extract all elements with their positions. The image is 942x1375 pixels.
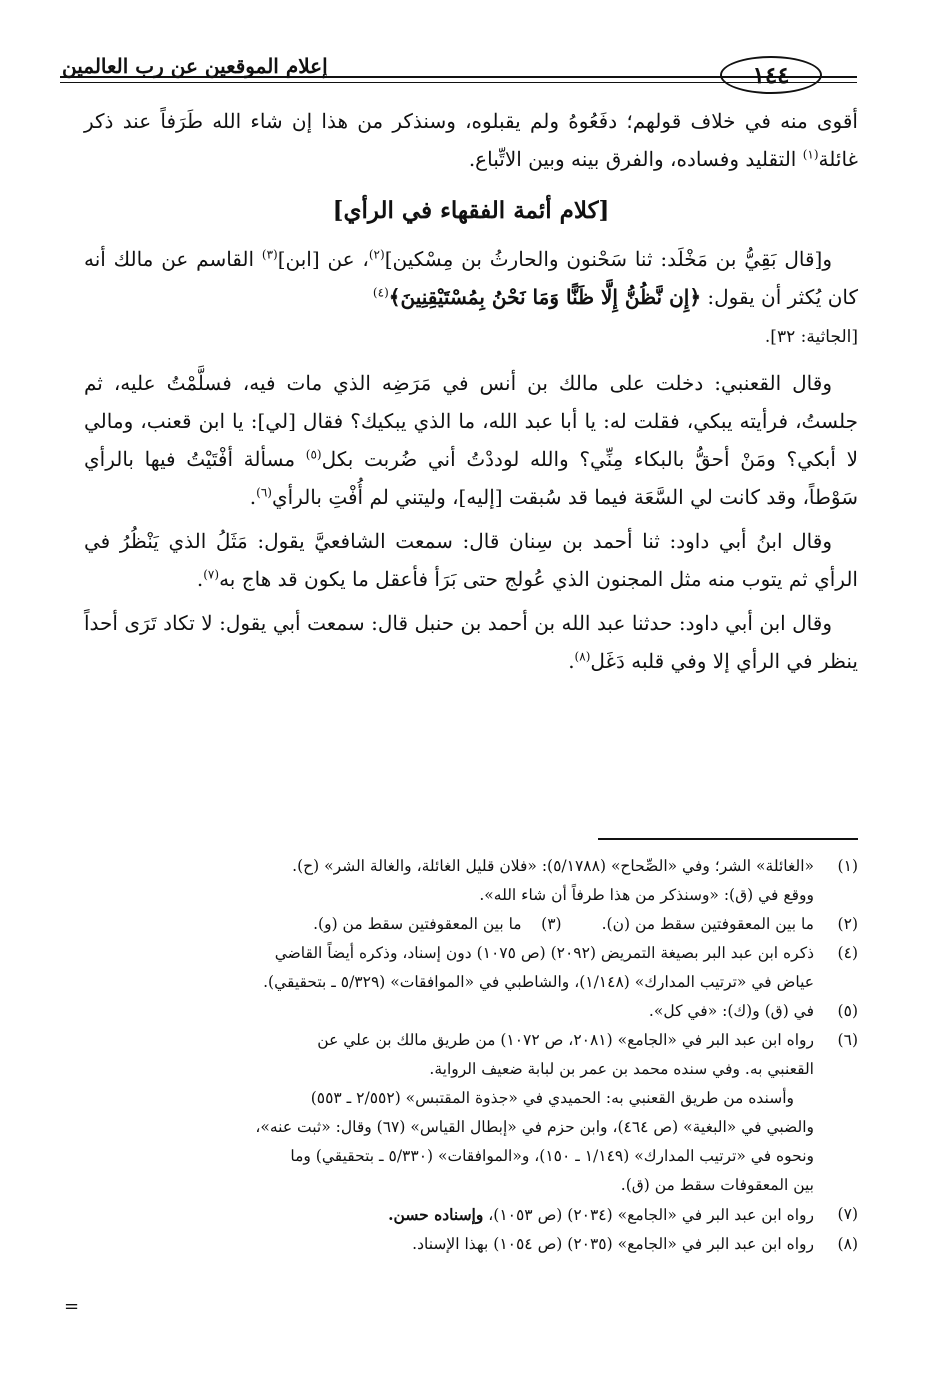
footnote-6-cont: ونحوه في «ترتيب المدارك» (١/١٤٩ ـ ١٥٠)، و«الموافقات» (٥/٣٣٠ ـ بتحقيقي) وما (290, 1147, 814, 1165)
footnote-ref[interactable]: (٧) (203, 567, 220, 582)
page-number-badge (720, 56, 822, 94)
continuation-mark: = (64, 1296, 80, 1317)
footnote-ref[interactable]: (١) (802, 147, 819, 162)
page-number: ١٤٤ (752, 61, 790, 89)
footnote-ref[interactable]: (٥) (305, 447, 322, 462)
footnote-ref[interactable]: (٦) (256, 485, 272, 500)
footnote-1-cont: ووقع في (ق): «وسنذكر من هذا طرفاً أن شاء الله». (479, 886, 814, 904)
book-title: إعلام الموقعين عن رب العالمين (62, 54, 328, 78)
footnote-ref[interactable]: (٢) (368, 247, 385, 262)
footnote-4-cont: عياض في «ترتيب المدارك» (١/١٤٨)، والشاطبي في «الموافقات» (٥/٣٢٩ ـ بتحقيقي). (263, 973, 814, 991)
footnote-ref[interactable]: (٨) (574, 649, 591, 664)
paragraph-1: أقوى منه في خلاف قولهم؛ دفَعُوهُ ولم يقبلوه، وسنذكر من هذا إن شاء الله طَرَفاً عند ذكر غائلة$^{(١)}$ التقليد وفساده، والفرق بينه وبين الاتِّباع. (84, 109, 858, 171)
footnote-5: (٥) في (ق) و(ك): «في كل». (648, 1002, 858, 1020)
paragraph-5: وقال ابن أبي داود: حدثنا عبد الله بن أحمد بن حنبل قال: سمعت أبي يقول: لا تكاد تَرَى أحداً ينظر في الرأي إلا وفي قلبه دَغَل$^{(٨)}$. (84, 611, 858, 673)
footnote-7: (٧) رواه ابن عبد البر في «الجامع» (٢٠٣٤) (ص ١٠٥٣)، وإسناده حسن. (388, 1205, 858, 1224)
footnote-8: (٨) رواه ابن عبد البر في «الجامع» (٢٠٣٥) (ص ١٠٥٤) بهذا الإسناد. (412, 1235, 858, 1253)
footnote-separator (598, 838, 858, 840)
quran-verse: ﴿إِن نَّظُنُّ إِلَّا ظَنًّا وَمَا نَحْنُ بِمُسْتَيْقِنِينَ﴾ (388, 285, 702, 309)
footnote-ref[interactable]: (٤) (372, 285, 389, 300)
footnote-6-cont: وأسنده من طريق القعنبي به: الحميدي في «جذوة المقتبس» (٢/٥٥٢ ـ ٥٥٣) (310, 1089, 794, 1107)
footnote-1: (١) «الغائلة» الشر؛ وفي «الصِّحاح» (٥/١٧٨٨): «فلان قليل الغائلة، والغالة الشر» (ح). (292, 857, 858, 875)
footnote-6: (٦) رواه ابن عبد البر في «الجامع» (٢٠٨١، ص ١٠٧٢) من طريق مالك بن علي عن (317, 1031, 858, 1049)
footnote-2-3: (٢) ما بين المعقوفتين سقط من (ن). (٣) ما بين المعقوفتين سقط من (و). (84, 910, 858, 939)
footnote-3: ما بين المعقوفتين سقط من (و). (313, 915, 522, 933)
footnote-ref[interactable]: (٣) (261, 247, 278, 262)
section-title: [كلام أئمة الفقهاء في الرأي] (332, 197, 610, 224)
footnote-6-cont: والضبي في «البغية» (ص ٤٦٤)، وابن حزم في «إبطال القياس» (٦٧) وقال: «ثبت عنه»، (255, 1118, 814, 1136)
footnote-6-cont: القعنبي به. وفي سنده محمد بن عمر بن لبابة ضعيف الرواية. (429, 1060, 814, 1078)
footnotes (84, 852, 858, 1259)
footnote-2: ما بين المعقوفتين سقط من (ن). (601, 915, 814, 933)
main-text (84, 102, 858, 686)
paragraph-4: وقال ابنُ أبي داود: ثنا أحمد بن سِنان قال: سمعت الشافعيَّ يقول: مَثَلُ الذي يَنْظُرُ في الرأي ثم يتوب منه مثل المجنون الذي عُولج حتى بَرَأ فأعقل ما يكون قد هاج به$^{(٧)}$. (84, 529, 858, 591)
surah-reference: [الجاثية: ٣٢]. (764, 327, 858, 347)
footnote-4: (٤) ذكره ابن عبد البر بصيغة التمريض (٢٠٩٢) (ص ١٠٧٥) دون إسناد، وذكره أيضاً القاضي (274, 944, 858, 962)
paragraph-2: و[قال بَقِيُّ بن مَخْلَد: ثنا سَحْنون والحارثُ بن مِسْكين]$^{(٢)}$، عن [ابن]$^{(٣)}$ القاسم عن مالك أنه كان يُكثر أن يقول: ﴿إِن نَّظُنُّ إِلَّا ظَنًّا وَمَا نَحْنُ بِمُسْتَيْقِنِينَ﴾$^{(٤)}$ [الجاثية: ٣٢]. (84, 247, 858, 347)
paragraph-3: وقال القعنبي: دخلت على مالك بن أنس في مَرَضِه الذي مات فيه، فسلَّمْتُ عليه، ثم جلستُ، فرأيته يبكي، فقلت له: يا أبا عبد الله، ما الذي يبكيك؟ فقال [لي]: يا ابن قعنب، ومالي لا أبكي؟ ومَنْ أحقُّ بالبكاء مِنِّي؟ والله لوددْتُ أني ضُربت بكل$^{(٥)}$ مسألة أفْتَيْتُ فيها بالرأي سَوْطاً، وقد كانت لي السَّعَة فيما قد سُبقت [إليه]، وليتني لم أُفْتِ بالرأي$^{(٦)}$. (84, 371, 858, 509)
footnote-6-cont: بين المعقوفات سقط من (ق). (620, 1176, 814, 1194)
